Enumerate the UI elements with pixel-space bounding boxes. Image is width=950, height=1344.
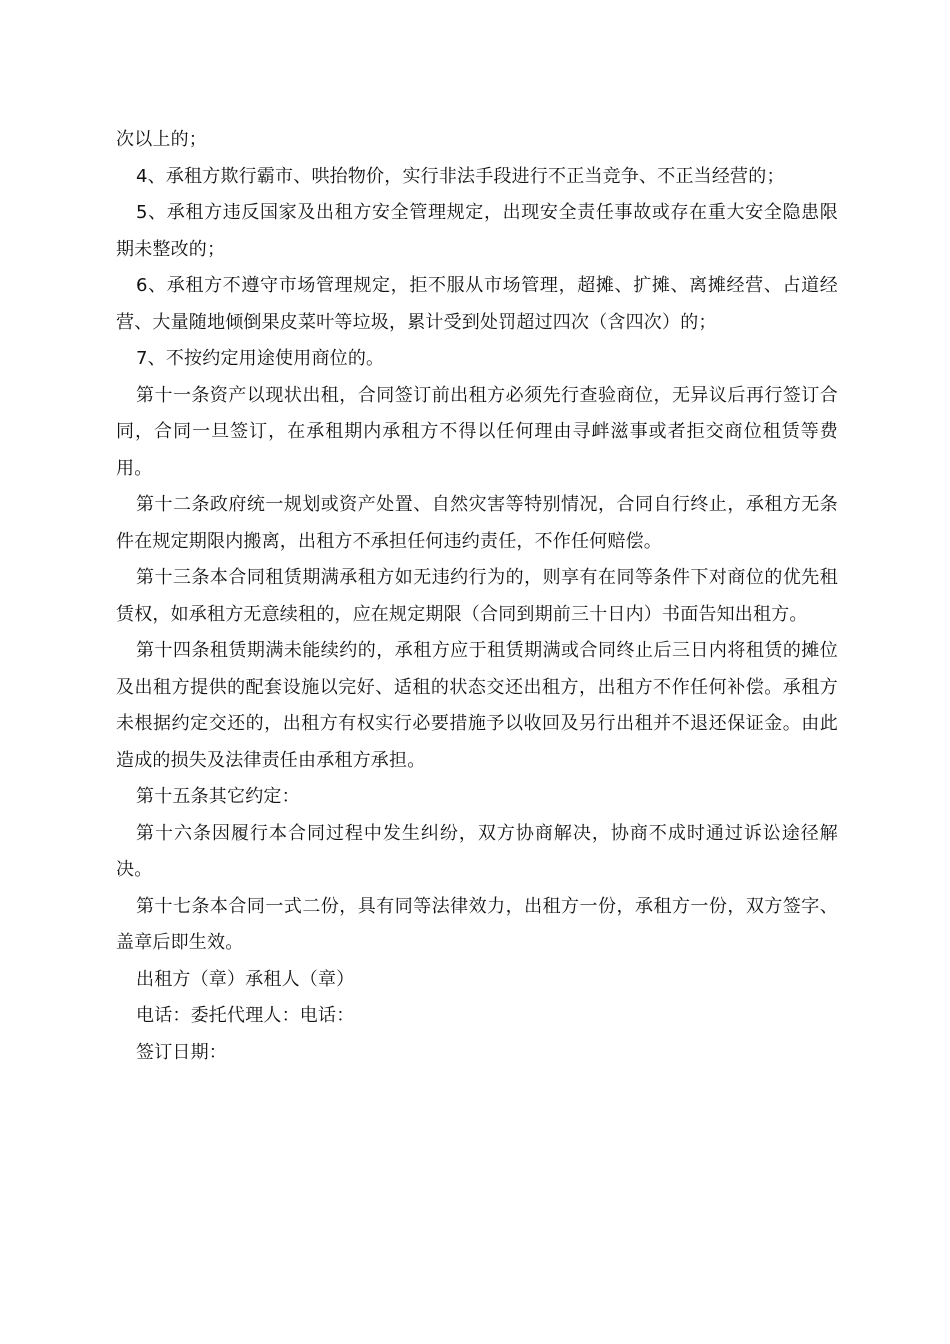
article-13: 第十三条本合同租赁期满承租方如无违约行为的，则享有在同等条件下对商位的优先租赁权，如承租方无意续租的，应在规定期限（合同到期前三十日内）书面告知出租方。 (116, 567, 838, 625)
clause-item-6: 6、承租方不遵守市场管理规定，拒不服从市场管理，超摊、扩摊、离摊经营、占道经营、大量随地倾倒果皮菜叶等垃圾，累计受到处罚超过四次（含四次）的； (116, 275, 838, 333)
signing-date: 签订日期： (136, 1041, 227, 1063)
article-12: 第十二条政府统一规划或资产处置、自然灾害等特别情况，合同自行终止，承租方无条件在规定期限内搬离，出租方不承担任何违约责任，不作任何赔偿。 (116, 494, 838, 552)
signature-phone-line: 电话：委托代理人：电话： (136, 1005, 355, 1026)
clause-item-4: 4、承租方欺行霸市、哄抬物价，实行非法手段进行不正当竞争、不正当经营的； (136, 165, 785, 187)
article-14: 第十四条租赁期满未能续约的，承租方应于租赁期满或合同终止后三日内将租赁的摊位及出租方提供的配套设施以完好、适租的状态交还出租方，出租方不作任何补偿。承租方未根据约定交还的，出租方有权实行必要措施予以收回及另行出租并不退还保证金。由此造成的损失及法律责任由承租方承担。 (116, 640, 838, 771)
article-17: 第十七条本合同一式二份，具有同等法律效力，出租方一份，承租方一份，双方签字、盖章后即生效。 (116, 895, 838, 953)
article-16: 第十六条因履行本合同过程中发生纠纷，双方协商解决，协商不成时通过诉讼途径解决。 (116, 822, 838, 880)
article-15: 第十五条其它约定： (136, 786, 300, 807)
signature-parties: 出租方（章）承租人（章） (136, 968, 355, 990)
document-body (116, 122, 838, 1071)
paragraph-continuation: 次以上的； (116, 129, 207, 150)
clause-item-7: 7、不按约定用途使用商位的。 (136, 348, 385, 369)
article-11: 第十一条资产以现状出租，合同签订前出租方必须先行查验商位，无异议后再行签订合同，合同一旦签订，在承租期内承租方不得以任何理由寻衅滋事或者拒交商位租赁等费用。 (116, 384, 838, 479)
clause-item-5: 5、承租方违反国家及出租方安全管理规定，出现安全责任事故或存在重大安全隐患限期未整改的； (116, 202, 838, 260)
